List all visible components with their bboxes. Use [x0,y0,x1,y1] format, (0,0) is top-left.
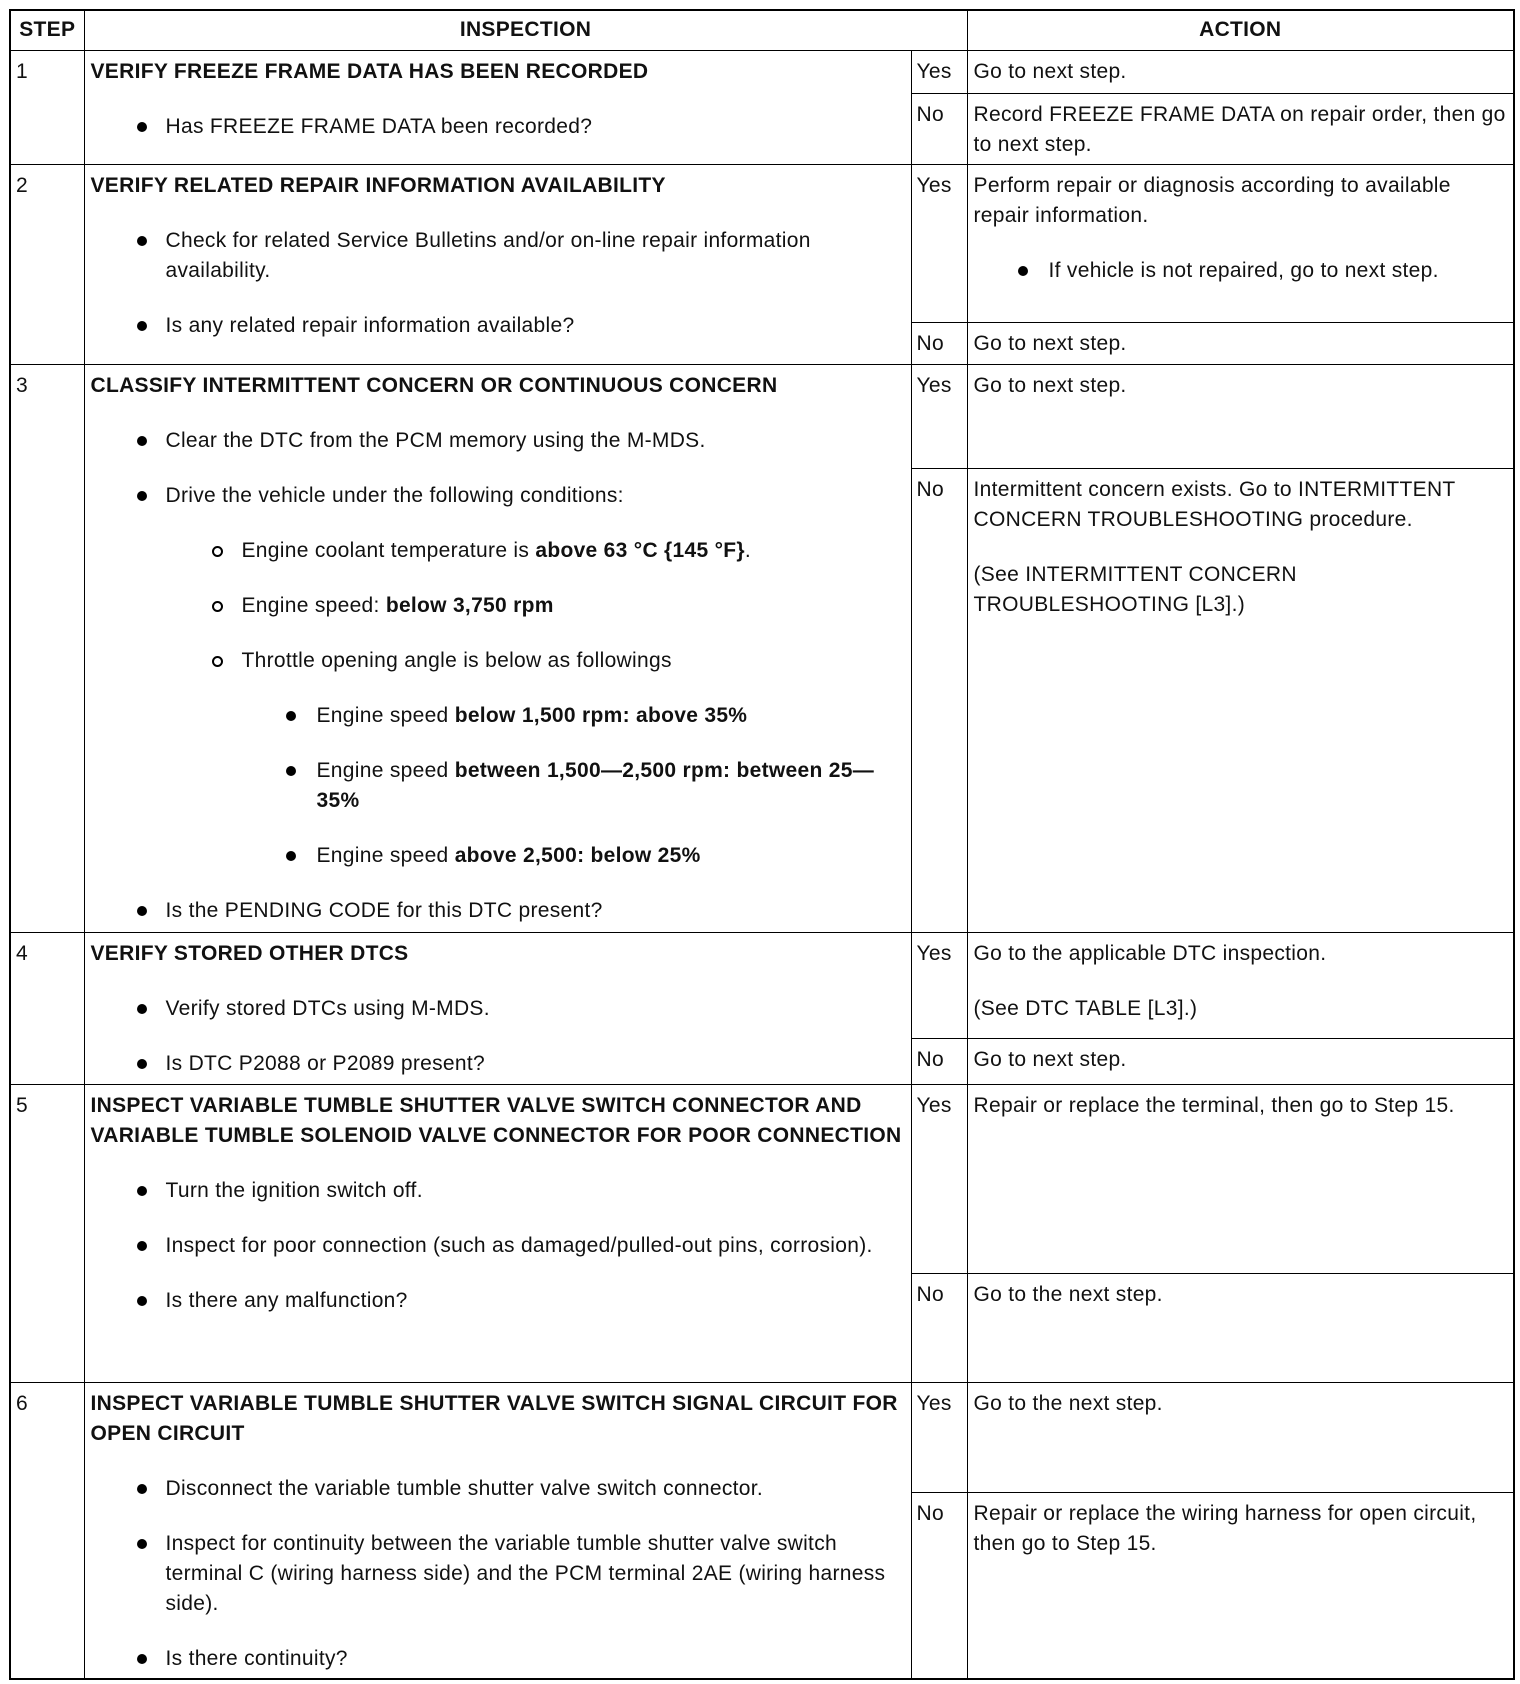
bullet-text: Is the PENDING CODE for this DTC present? [165,898,603,922]
throttle-text: Engine speed [316,843,455,867]
step-number: 2 [10,164,84,364]
list-item [91,1231,905,1261]
circle-bullet-icon [212,656,223,667]
condition-tail: . [744,538,752,562]
list-item [91,1474,905,1504]
bullet-icon [286,766,296,776]
header-inspection: INSPECTION [84,10,967,50]
no-label: No [911,468,967,932]
no-label: No [911,93,967,164]
bullet-text: Clear the DTC from the PCM memory using the M-MDS. [165,428,706,452]
yes-action-cell [967,932,1514,1038]
throttle-text: Engine speed [316,758,455,782]
table-row [10,164,1514,322]
list-item [91,1529,905,1619]
no-label: No [911,1492,967,1679]
list-item [91,426,905,456]
yes-action-cell [967,50,1514,93]
yes-action-cell [967,164,1514,322]
bullet-text: If vehicle is not repaired, go to next step. [1048,258,1439,282]
step-title: INSPECT VARIABLE TUMBLE SHUTTER VALVE SWITCH CONNECTOR AND VARIABLE TUMBLE SOLENOID VALVE CONNECTOR FOR POOR CONNECTION [90,1093,902,1147]
bullet-icon [137,1004,147,1014]
bullet-icon [137,122,147,132]
table-row [10,1382,1514,1492]
list-item [91,481,905,511]
inspection-table [9,9,1515,1680]
throttle-item [91,701,905,731]
list-item [91,896,905,926]
bullet-text: Inspect for poor connection (such as damaged/pulled-out pins, corrosion). [165,1233,873,1257]
bullet-icon [1018,266,1028,276]
action-text: Go to next step. [973,1047,1127,1071]
no-label: No [911,322,967,364]
list-item [91,1176,905,1206]
throttle-text: Engine speed [316,703,455,727]
condition-item [91,536,905,566]
action-text: Repair or replace the terminal, then go to Step 15. [973,1093,1455,1117]
bullet-text: Disconnect the variable tumble shutter valve switch connector. [165,1476,764,1500]
list-item [91,226,905,286]
list-item [91,311,905,341]
no-action-cell [967,1038,1514,1084]
list-item [91,1286,905,1316]
no-action-cell [967,1492,1514,1679]
table-row [10,50,1514,93]
step-number: 1 [10,50,84,164]
table-header-row [10,10,1514,50]
step-number: 3 [10,364,84,932]
bullet-icon [286,711,296,721]
inspection-cell [84,164,911,364]
bullet-icon [286,851,296,861]
bullet-text: Is any related repair information available? [165,313,575,337]
condition-value: above 63 °C {145 °F} [535,538,745,562]
condition-text: Engine speed: [241,593,386,617]
throttle-value: below 1,500 rpm: above 35% [454,703,748,727]
throttle-value: between 1,500—2,500 rpm: between 25—35% [316,758,874,812]
bullet-icon [137,236,147,246]
bullet-icon [137,1059,147,1069]
bullet-text: Drive the vehicle under the following conditions: [165,483,624,507]
bullet-text: Check for related Service Bulletins and/or on-line repair information availability. [165,228,811,282]
inspection-cell [84,1382,911,1679]
table-row [10,364,1514,468]
bullet-text: Verify stored DTCs using M-MDS. [165,996,490,1020]
step-number: 6 [10,1382,84,1679]
table-row [10,932,1514,1038]
action-text: Go to next step. [973,373,1127,397]
yes-label: Yes [911,50,967,93]
action-text: Go to the next step. [973,1282,1163,1306]
no-label: No [911,1038,967,1084]
throttle-value: above 2,500: below 25% [454,843,701,867]
step-number: 4 [10,932,84,1084]
header-action: ACTION [967,10,1514,50]
bullet-text: Is DTC P2088 or P2089 present? [165,1051,486,1075]
action-text: Repair or replace the wiring harness for open circuit, then go to Step 15. [973,1501,1477,1555]
circle-bullet-icon [212,546,223,557]
condition-text: Throttle opening angle is below as followings [241,648,672,672]
no-action-cell [967,322,1514,364]
bullet-icon [137,1484,147,1494]
yes-action-cell [967,1084,1514,1273]
header-step: STEP [10,10,84,50]
no-action-cell [967,1273,1514,1382]
condition-item [91,646,905,676]
inspection-cell [84,1084,911,1382]
inspection-cell [84,364,911,932]
yes-label: Yes [911,364,967,468]
yes-label: Yes [911,1084,967,1273]
bullet-text: Is there continuity? [165,1646,348,1670]
action-reference: (See DTC TABLE [L3].) [973,996,1198,1020]
bullet-icon [137,1241,147,1251]
yes-label: Yes [911,932,967,1038]
step-title: VERIFY STORED OTHER DTCS [90,941,409,965]
yes-label: Yes [911,1382,967,1492]
condition-text: Engine coolant temperature is [241,538,536,562]
list-item [91,1049,905,1079]
bullet-text: Has FREEZE FRAME DATA been recorded? [165,114,593,138]
table-row [10,1084,1514,1273]
step-title: VERIFY RELATED REPAIR INFORMATION AVAILABILITY [90,173,666,197]
list-item [91,994,905,1024]
bullet-icon [137,906,147,916]
no-action-cell [967,468,1514,932]
step-number: 5 [10,1084,84,1382]
bullet-icon [137,491,147,501]
circle-bullet-icon [212,601,223,612]
action-text: Go to the next step. [973,1391,1163,1415]
yes-label: Yes [911,164,967,322]
yes-action-cell [967,364,1514,468]
list-item [974,256,1508,286]
bullet-text: Inspect for continuity between the variable tumble shutter valve switch terminal C (wiring harness side) and the PCM terminal 2AE (wiring harness side). [165,1531,886,1615]
throttle-item [91,841,905,871]
bullet-text: Turn the ignition switch off. [165,1178,423,1202]
bullet-icon [137,321,147,331]
step-title: CLASSIFY INTERMITTENT CONCERN OR CONTINUOUS CONCERN [90,373,778,397]
bullet-text: Is there any malfunction? [165,1288,408,1312]
condition-item [91,591,905,621]
inspection-cell [84,932,911,1084]
list-item [91,112,905,142]
no-action-cell [967,93,1514,164]
action-text: Record FREEZE FRAME DATA on repair order, then go to next step. [973,102,1506,156]
action-text: Go to next step. [973,59,1127,83]
step-title: VERIFY FREEZE FRAME DATA HAS BEEN RECORDED [90,59,649,83]
bullet-icon [137,1654,147,1664]
bullet-icon [137,436,147,446]
inspection-cell [84,50,911,164]
bullet-icon [137,1296,147,1306]
condition-value: below 3,750 rpm [385,593,554,617]
action-text: Go to next step. [973,331,1127,355]
throttle-item [91,756,905,816]
action-text: Go to the applicable DTC inspection. [973,941,1327,965]
yes-action-cell [967,1382,1514,1492]
bullet-icon [137,1186,147,1196]
step-title: INSPECT VARIABLE TUMBLE SHUTTER VALVE SWITCH SIGNAL CIRCUIT FOR OPEN CIRCUIT [90,1391,898,1445]
list-item [91,1644,905,1674]
bullet-icon [137,1539,147,1549]
action-reference: (See INTERMITTENT CONCERN TROUBLESHOOTING [L3].) [973,562,1297,616]
action-text: Perform repair or diagnosis according to available repair information. [973,173,1451,227]
action-text: Intermittent concern exists. Go to INTERMITTENT CONCERN TROUBLESHOOTING procedure. [973,477,1456,531]
no-label: No [911,1273,967,1382]
